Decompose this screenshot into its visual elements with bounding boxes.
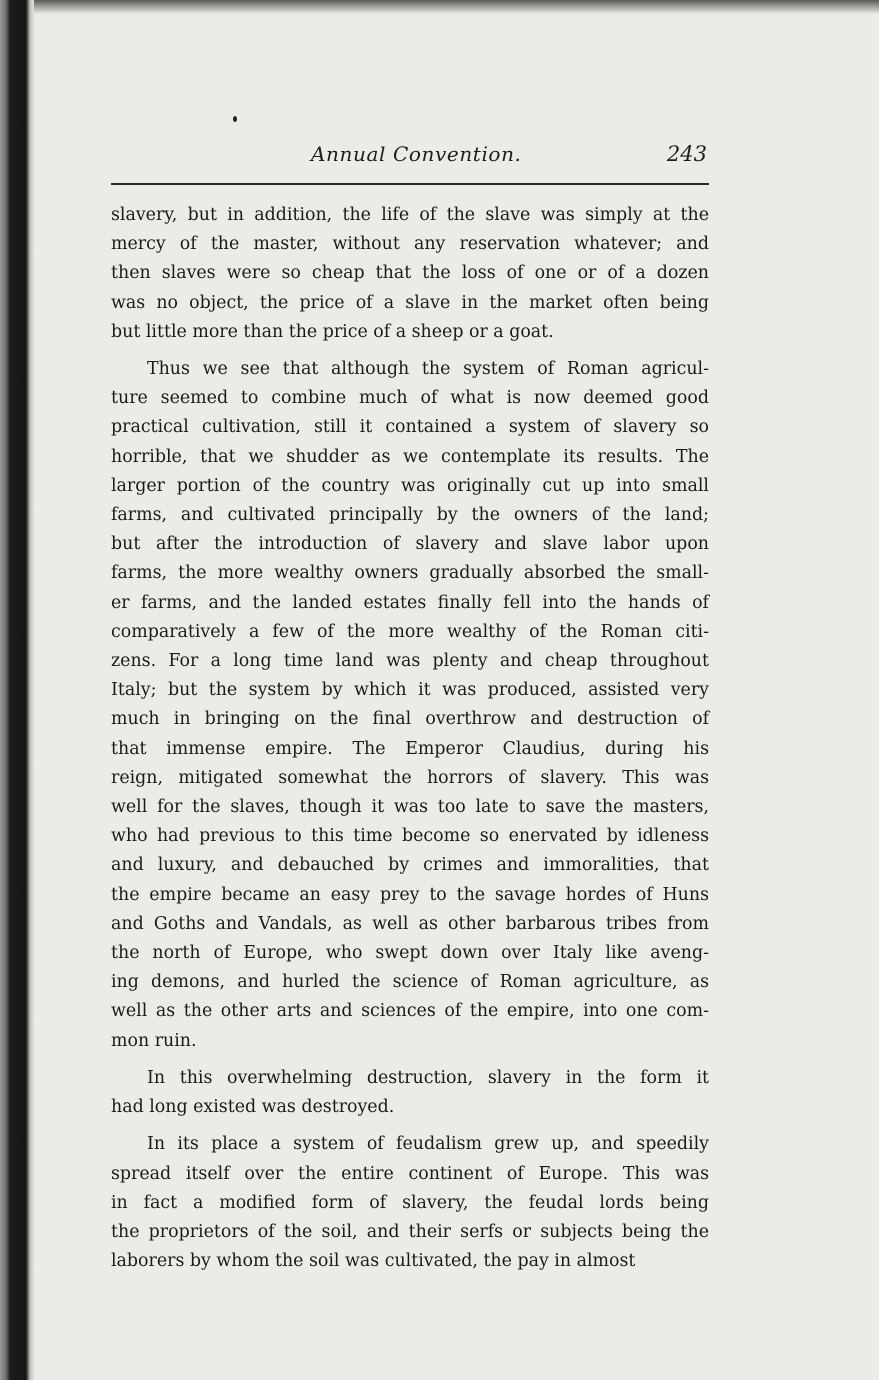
header-rule: [111, 183, 709, 185]
text-line: mon ruin.: [111, 1030, 197, 1051]
paragraph: [111, 355, 709, 1056]
paragraph: [111, 201, 709, 347]
text-line: zens. For a long time land was plenty and cheap throughout: [111, 651, 709, 672]
text-line: and Goths and Vandals, as well as other barbarous tribes from: [111, 913, 709, 934]
text-line: ing demons, and hurled the science of Roman agriculture, as: [111, 972, 709, 993]
text-line: much in bringing on the final overthrow and destruction of: [111, 709, 709, 730]
text-line: farms, and cultivated principally by the owners of the land;: [111, 505, 709, 526]
text-line: then slaves were so cheap that the loss of one or of a dozen: [111, 263, 709, 284]
text-line: comparatively a few of the more wealthy of the Roman citi-: [111, 621, 709, 642]
text-line: the north of Europe, who swept down over Italy like aveng-: [111, 943, 709, 964]
text-line: practical cultivation, still it contained a system of slavery so: [111, 417, 709, 438]
text-line: reign, mitigated somewhat the horrors of slavery. This was: [111, 767, 709, 788]
paragraph: [111, 1130, 709, 1276]
paragraph: [111, 1064, 709, 1122]
text-line: laborers by whom the soil was cultivated, the pay in almost: [111, 1251, 636, 1272]
text-line: In this overwhelming destruction, slavery in the form it: [147, 1067, 709, 1088]
ink-speck: [233, 116, 237, 122]
text-line: was no object, the price of a slave in the market often being: [111, 292, 709, 313]
text-line: and luxury, and debauched by crimes and immoralities, that: [111, 855, 709, 876]
page-header: [111, 140, 709, 172]
text-line: in fact a modified form of slavery, the feudal lords being: [111, 1192, 709, 1213]
text-line: the empire became an easy prey to the savage hordes of Huns: [111, 884, 709, 905]
page-number: 243: [666, 142, 707, 166]
text-line: the proprietors of the soil, and their serfs or subjects being the: [111, 1221, 709, 1242]
text-line: had long existed was destroyed.: [111, 1097, 395, 1118]
text-line: ture seemed to combine much of what is now deemed good: [111, 388, 709, 409]
text-line: larger portion of the country was originally cut up into small: [111, 475, 709, 496]
text-line: Italy; but the system by which it was produced, assisted very: [111, 680, 709, 701]
text-line: but after the introduction of slavery and slave labor upon: [111, 534, 709, 555]
running-title: Annual Convention.: [311, 142, 522, 166]
text-line: well for the slaves, though it was too late to save the masters,: [111, 797, 709, 818]
text-line: spread itself over the entire continent of Europe. This was: [111, 1163, 709, 1184]
text-line: In its place a system of feudalism grew up, and speedily: [147, 1134, 709, 1155]
book-spine-shadow: [0, 0, 34, 1380]
text-line: slavery, but in addition, the life of the slave was simply at the: [111, 205, 709, 225]
page-top-shadow: [0, 0, 879, 14]
text-line: who had previous to this time become so enervated by idleness: [111, 826, 709, 847]
text-line: er farms, and the landed estates finally fell into the hands of: [111, 592, 709, 613]
body-text: [111, 201, 709, 1276]
text-line: mercy of the master, without any reservation whatever; and: [111, 234, 709, 255]
text-line: but little more than the price of a sheep or a goat.: [111, 321, 554, 342]
text-line: that immense empire. The Emperor Claudius, during his: [111, 738, 709, 759]
text-line: horrible, that we shudder as we contemplate its results. The: [111, 446, 709, 467]
text-line: well as the other arts and sciences of the empire, into one com-: [111, 1001, 709, 1022]
text-line: Thus we see that although the system of Roman agricul-: [147, 359, 709, 380]
text-line: farms, the more wealthy owners gradually absorbed the small-: [111, 563, 709, 584]
